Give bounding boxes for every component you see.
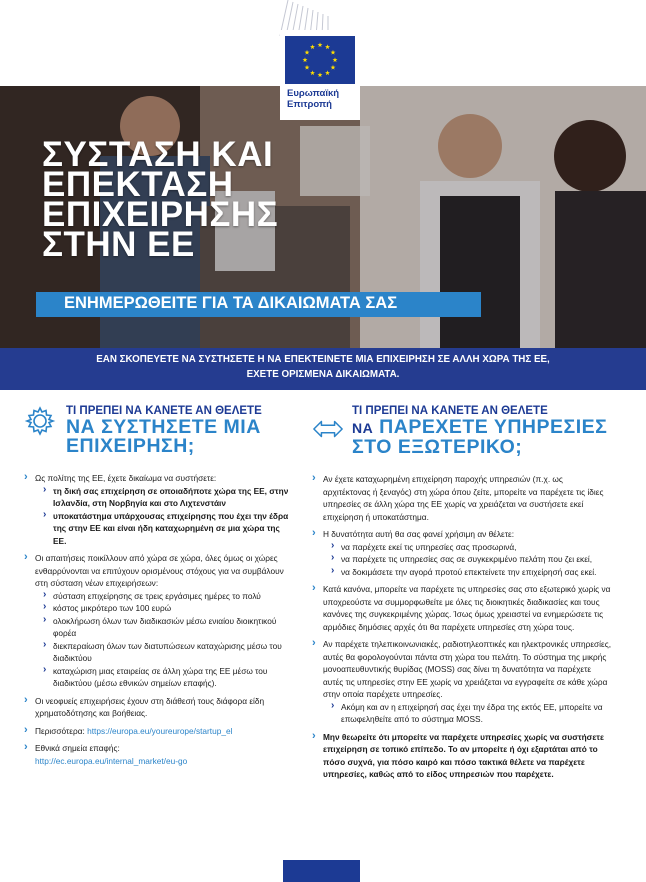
footer-block [283, 860, 360, 882]
bullet-text: › Οι νεοφυείς επιχειρήσεις έχουν στη διάθεσή τους διάφορα είδη χρηματοδότησης και βοήθειας. [35, 695, 265, 718]
bullet-text: › Η δυνατότητα αυτή θα σας φανεί χρήσιμη αν θέλετε: [323, 529, 515, 539]
bullet-text: › Ως πολίτης της ΕΕ, έχετε δικαίωμα να συστήσετε: [35, 473, 217, 483]
eu-commission-logo [280, 30, 360, 120]
intro-text [0, 352, 646, 382]
eu-name-line2: Επιτροπή [287, 99, 332, 110]
right-column [312, 405, 612, 786]
left-heading-line1: ΝΑ ΣΥΣΤΗΣΕΤΕ ΜΙΑ [66, 416, 261, 438]
right-bullets [312, 473, 612, 781]
right-heading-line1-text: ΠΑΡΕΧΕΤΕ ΥΠΗΡΕΣΙΕΣ [379, 416, 608, 438]
list-item [24, 472, 294, 547]
eu-go-link[interactable]: http://ec.europa.eu/internal_market/eu-go [35, 755, 188, 766]
list-item: › Κατά κανόνα, μπορείτε να παρέχετε τις υπηρεσίες σας στο εξωτερικό χωρίς να υποχρεούστε να συμμορφωθείτε με όλες τις διοικητικές διαδικασίες και τους κανόνες της συγκεκριμένης χώρας. Ίσως όμως χρειαστεί να ενημερώσετε τις αρμόδιες δημόσιες αρχές ότι θα παρέχετε υπηρεσίες στη χώρα τους. [312, 583, 612, 633]
list-item [312, 528, 612, 578]
list-item: › Μην θεωρείτε ότι μπορείτε να παρέχετε υπηρεσίες χωρίς να συστήσετε επιχείρηση σε τοπικό επίπεδο. Το αν μπορείτε ή όχι εξαρτάται από το πόσο συχνά, για πόσο καιρό και πόσο τακτικά θέλετε να παρέχετε υπηρεσίες, καθώς από το είδος υπηρεσιών που παρέχετε. [312, 731, 612, 781]
sub-item: › να δοκιμάσετε την αγορά προτού επεκτείνετε την επιχείρησή σας εκεί. [331, 566, 612, 579]
sub-item: › τη δική σας επιχείρηση σε οποιαδήποτε χώρα της ΕΕ, στην Ισλανδία, στη Νορβηγία και στο Λιχτενστάιν [43, 485, 294, 510]
eu-name-line1: Ευρωπαϊκή [287, 88, 340, 99]
left-heading-line2: ΕΠΙΧΕΙΡΗΣΗ; [66, 435, 195, 457]
list-item [312, 638, 612, 726]
left-column [24, 405, 294, 772]
right-heading-line2: ΣΤΟ ΕΞΩΤΕΡΙΚΟ; [352, 436, 523, 458]
right-heading-line1 [352, 418, 612, 438]
list-item [24, 552, 294, 690]
list-item [24, 725, 294, 738]
title-line: ΕΠΙΧΕΙΡΗΣΗΣ [42, 195, 279, 234]
sub-item: › καταχώριση μιας εταιρείας σε άλλη χώρα της ΕΕ μέσω του διαδικτύου (μέσω εθνικών σημείων επαφής). [43, 665, 294, 690]
sub-item: › να παρέχετε τις υπηρεσίες σας σε συγκεκριμένο πελάτη που ζει εκεί, [331, 553, 612, 566]
sub-item: › σύσταση επιχείρησης σε τρεις εργάσιμες ημέρες το πολύ [43, 590, 294, 603]
left-heading-top: ΤΙ ΠΡΕΠΕΙ ΝΑ ΚΑΝΕΤΕ ΑΝ ΘΕΛΕΤΕ [66, 405, 262, 417]
right-heading-top: ΤΙ ΠΡΕΠΕΙ ΝΑ ΚΑΝΕΤΕ ΑΝ ΘΕΛΕΤΕ [352, 405, 548, 417]
sub-item: › Ακόμη και αν η επιχείρησή σας έχει την έδρα της εκτός ΕΕ, μπορείτε να επωφεληθείτε από το σύστημα MOSS. [331, 701, 612, 726]
youreurope-link[interactable]: https://europa.eu/youreurope/startup_el [87, 725, 233, 736]
intro-line1: ΕΑΝ ΣΚΟΠΕΥΕΤΕ ΝΑ ΣΥΣΤΗΣΕΤΕ Η ΝΑ ΕΠΕΚΤΕΙΝΕΤΕ ΜΙΑ ΕΠΙΧΕΙΡΗΣΗ ΣΕ ΑΛΛΗ ΧΩΡΑ ΤΗΣ ΕΕ, [96, 354, 550, 365]
more-info-label: Περισσότερα: [35, 725, 88, 736]
left-bullets [24, 472, 294, 767]
sub-item: › υποκατάστημα υπάρχουσας επιχείρησης που έχει την έδρα της στην ΕΕ και είναι ήδη καταχωρημένη σε μια χώρα της ΕΕ. [43, 510, 294, 548]
list-item: › Αν έχετε καταχωρημένη επιχείρηση παροχής υπηρεσιών (π.χ. ως αρχιτέκτονας ή ξεναγός) στη χώρα όπου ζείτε, μπορείτε να παρέχετε τις ίδιες υπηρεσίες σε άλλη χώρα της ΕΕ χωρίς να χρειάζεται να συστήσετε εκεί επιχείρηση ή υποκατάστημα. [312, 473, 612, 523]
list-item [24, 742, 294, 767]
title-line: ΕΠΕΚΤΑΣΗ [42, 165, 234, 204]
sub-item: › διεκπεραίωση όλων των διατυπώσεων καταχώρισης μέσω του διαδικτύου [43, 640, 294, 665]
right-heading-na: ΝΑ [352, 420, 374, 436]
exchange-arrows-icon [312, 413, 344, 445]
subtitle: ΕΝΗΜΕΡΩΘΕΙΤΕ ΓΙΑ ΤΑ ΔΙΚΑΙΩΜΑΤΑ ΣΑΣ [64, 294, 398, 312]
page-title [42, 135, 279, 264]
sub-item: › κόστος μικρότερο των 100 ευρώ [43, 602, 294, 615]
sub-item: › να παρέχετε εκεί τις υπηρεσίες σας προσωρινά, [331, 541, 612, 554]
title-line: ΣΥΣΤΑΣΗ ΚΑΙ [42, 135, 274, 174]
sub-item: › ολοκλήρωση όλων των διαδικασιών μέσω ενιαίου διοικητικού φορέα [43, 615, 294, 640]
intro-band [0, 348, 646, 390]
title-line: ΣΤΗΝ ΕΕ [42, 225, 195, 264]
contact-points-label: › Εθνικά σημεία επαφής: [35, 743, 120, 753]
eu-flag-icon [285, 36, 355, 84]
subtitle-band [36, 292, 481, 317]
bullet-text: › Αν παρέχετε τηλεπικοινωνιακές, ραδιοτηλεοπτικές και ηλεκτρονικές υπηρεσίες, αυτές θα φορολογούνται πάντα στη χώρα του πελάτη. Το σύστημα της μικρής μονοαπευθυντικής θυρίδας (MOSS) σας δίνει τη δυνατότητα να παρέχετε αυτές τις υπηρεσίες στην ΕΕ χωρίς να χρειάζεται να εγγραφείτε σε κάθε χώρα στην οποία παρέχετε υπηρεσίες. [323, 639, 612, 699]
eu-commission-name [287, 88, 339, 110]
list-item [24, 695, 294, 720]
left-heading [66, 405, 294, 456]
bullet-text: › Οι απαιτήσεις ποικίλλουν από χώρα σε χώρα, όλες όμως οι χώρες ενθαρρύνονται να επιτύχουν ορισμένους στόχους για να συμβάλουν στη σύσταση νέων επιχειρήσεων: [35, 553, 284, 588]
intro-line2: ΕΧΕΤΕ ΟΡΙΣΜΕΝΑ ΔΙΚΑΙΩΜΑΤΑ. [246, 369, 400, 380]
gear-icon [24, 405, 56, 437]
right-heading [352, 405, 612, 457]
